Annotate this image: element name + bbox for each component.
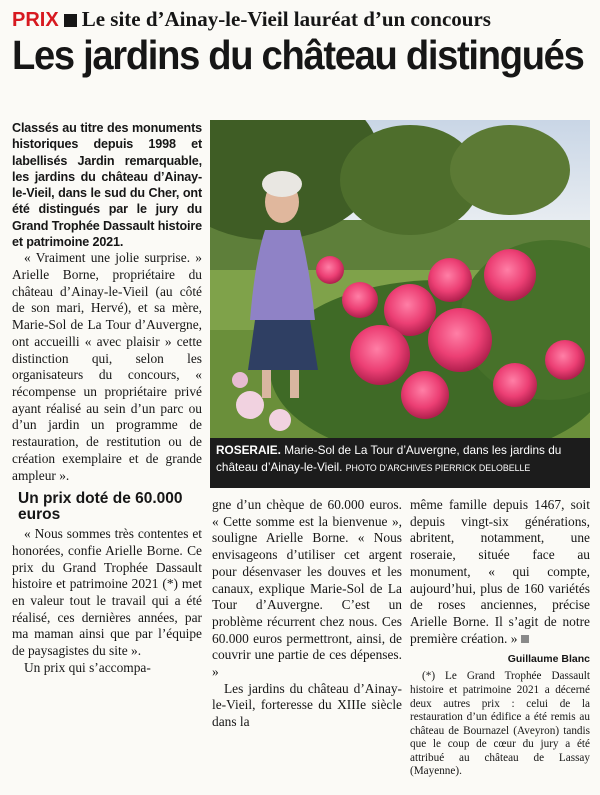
headline: Les jardins du château distingués bbox=[12, 32, 584, 78]
kicker-text: Le site d’Ainay-le-Vieil lauréat d’un concours bbox=[81, 7, 491, 31]
caption-text: Marie-Sol de La Tour d’Auvergne, dans les jardins du château d’Ainay-le-Vieil. bbox=[216, 443, 562, 474]
article-lead: Classés au titre des monuments historiques depuis 1998 et labellisés Jardin remarquable, les jardins du château d’Ainay-le-Vieil, dans le sud du Cher, ont été distingués par le jury du Grand Trophée Dassault histoire et patrimoine 2021. bbox=[12, 121, 202, 250]
article-paragraph-text: même famille depuis 1467, soit depuis vingt-six générations, abritent, notamment, une roseraie, située face au monument, « qui compte, aujourd’hui, plus de 160 variétés de roses anciennes, précise Arielle Borne. Il s’agit de notre première création. » bbox=[410, 497, 590, 646]
roseraie-photo-illustration bbox=[210, 120, 590, 438]
article-paragraph: Un prix qui s’accompa- bbox=[24, 659, 151, 675]
article-column-1 bbox=[12, 120, 202, 677]
article-paragraph bbox=[410, 497, 590, 647]
photo-credit: PHOTO D’ARCHIVES PIERRICK DELOBELLE bbox=[345, 463, 531, 473]
article-paragraph: « Nous sommes très contentes et honorées, confie Arielle Borne. Ce prix du Grand Trophée Dassault histoire et patrimoine 2021 (*) met en valeur tout le travail qui a été réalisé, ces dernières années, par ma maman ainsi que par l’équipe de paysagistes du site ». bbox=[12, 526, 202, 659]
caption-label: ROSERAIE. bbox=[216, 443, 281, 457]
article-footnote: (*) Le Grand Trophée Dassault histoire et patrimoine 2021 a décerné deux autres prix : celui de la restauration d’un édifice a été remis au château de Bournazel (Aveyron) tandis que le coup de cœur du jury a été attribué au château de Lassay (Mayenne). bbox=[410, 670, 590, 778]
article-paragraph: « Vraiment une jolie surprise. » Arielle Borne, propriétaire du château d’Ainay-le-Vieil (au côté de son mari, Hervé), et sa mère, Marie-Sol de La Tour d’Auvergne, ont accueilli « avec plaisir » cette distinction qui, selon les organisateurs du concours, « récompense un propriétaire privé ayant réalisé au sein d’un parc ou d’un jardin un programme de restauration, de restitution ou de création exemplaire et de grande ampleur ». bbox=[12, 250, 202, 483]
article-column-3 bbox=[410, 497, 590, 779]
article-paragraph: gne d’un chèque de 60.000 euros. « Cette somme est la bienvenue », souligne Arielle Borne. « Nous envisageons d’utiliser cet argent pour désenvaser les douves et les canaux, explique Marie-Sol de La Tour d’Auvergne. C’est un problème récurrent chez nous. Ces 60.000 euros permettront, ainsi, de couvrir une partie de ces dépenses. » bbox=[212, 497, 402, 680]
article-paragraph: Les jardins du château d’Ainay-le-Vieil, forteresse du XIIIe siècle dans la bbox=[212, 680, 402, 730]
article-author: Guillaume Blanc bbox=[507, 653, 590, 666]
article-subhead: Un prix doté de 60.000 euros bbox=[18, 490, 183, 524]
end-mark-icon bbox=[521, 635, 529, 643]
article-column-2 bbox=[212, 497, 402, 731]
kicker-square-icon bbox=[64, 14, 77, 27]
photo-caption bbox=[210, 438, 590, 488]
kicker bbox=[12, 6, 592, 32]
article-photo bbox=[210, 120, 590, 438]
kicker-label: PRIX bbox=[12, 9, 59, 31]
